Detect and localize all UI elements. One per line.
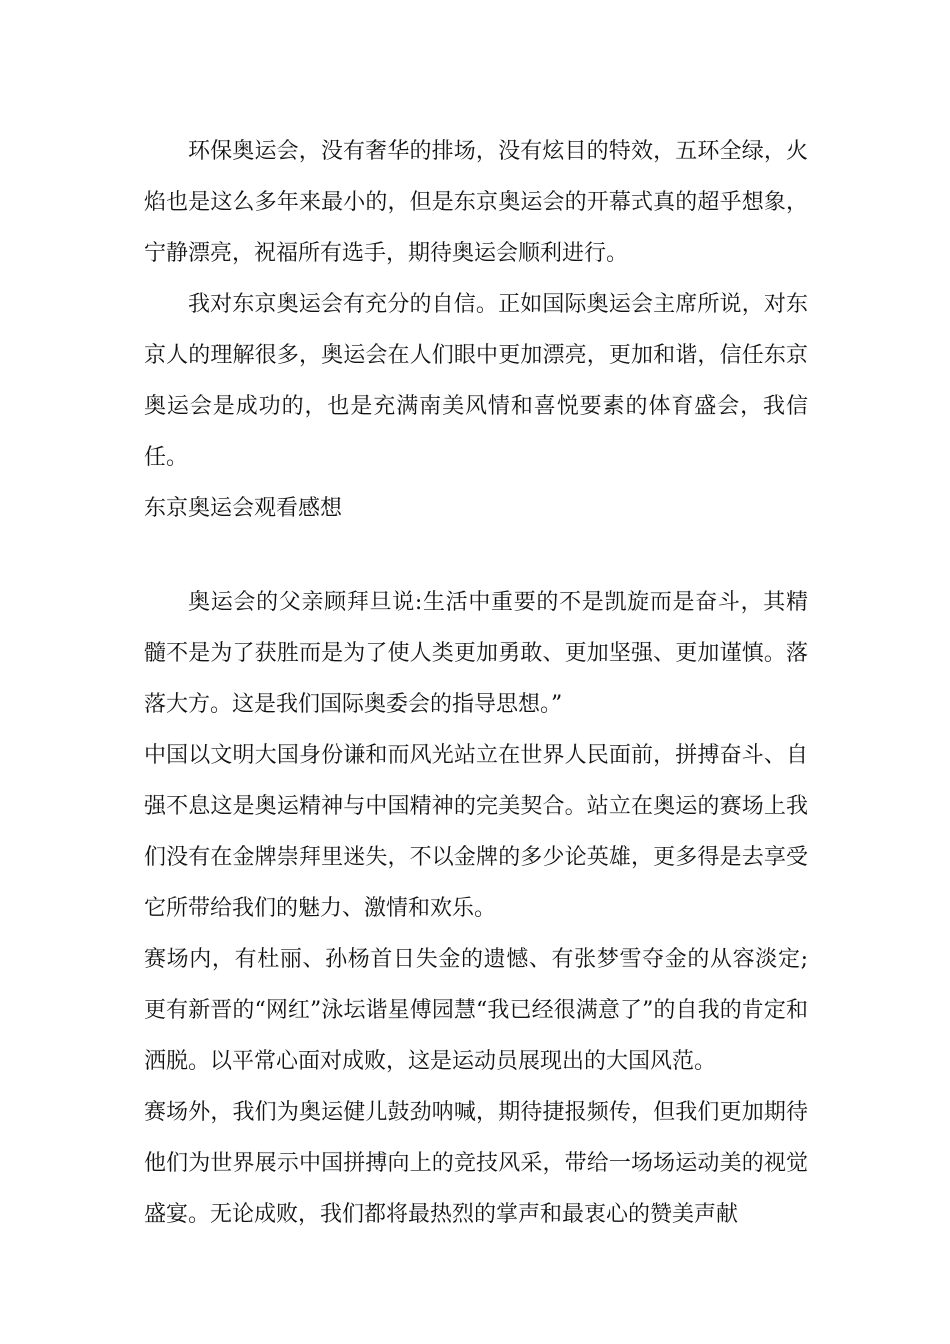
section-heading: 东京奥运会观看感想 [144,496,343,521]
paragraph-inside-arena: 赛场内，有杜丽、孙杨首日失金的遗憾、有张梦雪夺金的从容淡定;更有新晋的“网红”泳坛谐星傅园慧“我已经很满意了”的自我的肯定和洒脱。以平常心面对成败，这是运动员展现出的大国风范。 [144,947,808,1074]
paragraph-green-olympics: 环保奥运会，没有奢华的排场，没有炫目的特效，五环全绿，火焰也是这么多年来最小的，但是东京奥运会的开幕式真的超乎想象，宁静漂亮，祝福所有选手，期待奥运会顺利进行。 [144,139,808,266]
paragraph-coubertin-quote: 奥运会的父亲顾拜旦说:生活中重要的不是凯旋而是奋斗，其精髓不是为了获胜而是为了使人类更加勇敢、更加坚强、更加谨慎。落落大方。这是我们国际奥委会的指导思想。” [144,590,808,717]
paragraph-confidence: 我对东京奥运会有充分的自信。正如国际奥运会主席所说，对东京人的理解很多，奥运会在人们眼中更加漂亮，更加和谐，信任东京奥运会是成功的，也是充满南美风情和喜悦要素的体育盛会，我信任。 [144,292,808,470]
paragraph-outside-arena: 赛场外，我们为奥运健儿鼓劲呐喊，期待捷报频传，但我们更加期待他们为世界展示中国拼搏向上的竞技风采，带给一场场运动美的视觉盛宴。无论成败，我们都将最热烈的掌声和最衷心的赞美声献 [144,1100,808,1227]
text-block-bottom [144,577,808,1240]
text-block-top [144,126,808,534]
paragraph-china-spirit: 中国以文明大国身份谦和而风光站立在世界人民面前，拼搏奋斗、自强不息这是奥运精神与中国精神的完美契合。站立在奥运的赛场上我们没有在金牌崇拜里迷失，不以金牌的多少论英雄，更多得是去享受它所带给我们的魅力、激情和欢乐。 [144,743,808,921]
